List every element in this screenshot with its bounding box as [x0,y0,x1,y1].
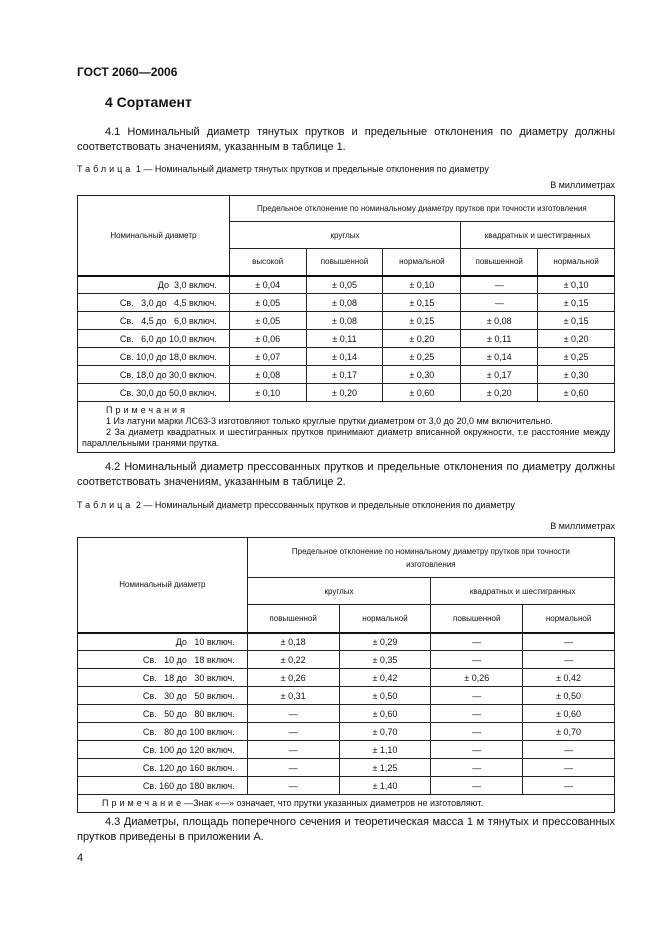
table-row [78,669,615,687]
header-precision: повышенной [431,605,523,633]
deviation-cell: ± 0,70 [339,723,431,741]
deviation-cell: — [431,705,523,723]
deviation-cell: — [431,687,523,705]
table-row [78,759,615,777]
caption-word: Таблица [77,164,134,174]
deviation-cell: ± 0,31 [247,687,339,705]
deviation-cell: ± 0,05 [229,294,306,312]
deviation-cell: ± 0,26 [247,669,339,687]
deviation-cell: ± 0,60 [523,705,615,723]
diameter-cell: Св. 50 до 80 включ. [78,705,248,723]
deviation-cell: ± 0,17 [306,366,383,384]
paragraph-4-3: 4.3 Диаметры, площадь поперечного сечения и теоретическая масса 1 м тянутых и прессованных прутков приведены в приложении А. [77,816,615,843]
deviation-cell: ± 1,10 [339,741,431,759]
diameter-cell: Св. 4,5 до 6,0 включ. [78,312,230,330]
deviation-cell: ± 0,25 [538,348,615,366]
deviation-cell: ± 0,50 [523,687,615,705]
deviation-cell: — [523,633,615,651]
table-row [78,294,615,312]
diameter-cell: Св. 30,0 до 50,0 включ. [78,384,230,402]
header-round: круглых [229,222,460,249]
note-2: 2 За диаметр квадратных и шестигранных прутков принимают диаметр вписанной окружности, т.е расстояние между параллельными гранями прутка. [82,427,610,448]
header-nominal-diameter: Номинальный диаметр [78,196,230,276]
deviation-cell: ± 0,20 [306,384,383,402]
deviation-cell: ± 0,42 [339,669,431,687]
header-precision: нормальной [538,249,615,276]
deviation-cell: ± 0,50 [339,687,431,705]
table-2 [77,537,615,813]
table-row [78,633,615,651]
deviation-cell: ± 0,08 [229,366,306,384]
deviation-cell: ± 0,06 [229,330,306,348]
deviation-cell: — [523,759,615,777]
diameter-cell: Св. 10 до 18 включ. [78,651,248,669]
header-precision: повышенной [306,249,383,276]
paragraph-4-1: 4.1 Номинальный диаметр тянутых прутков и предельные отклонения по диаметру должны соответствовать значениям, указанным в таблице 1. [77,126,615,153]
deviation-cell: ± 0,15 [538,294,615,312]
table-row [78,723,615,741]
deviation-cell: ± 1,25 [339,759,431,777]
deviation-cell: ± 0,10 [538,276,615,294]
deviation-cell: ± 0,10 [229,384,306,402]
header-deviation: Предельное отклонение по номинальному диаметру прутков при точности изготовления [247,538,614,578]
table-row [78,777,615,795]
diameter-cell: Св. 10,0 до 18,0 включ. [78,348,230,366]
diameter-cell: До 10 включ. [78,633,248,651]
table1-caption [77,164,489,174]
table2-unit: В миллиметрах [550,521,615,531]
deviation-cell: ± 0,08 [461,312,538,330]
deviation-cell: — [431,723,523,741]
deviation-cell: — [431,759,523,777]
deviation-cell: — [523,741,615,759]
page-number: 4 [77,852,84,864]
deviation-cell: ± 0,70 [523,723,615,741]
table1-unit: В миллиметрах [550,180,615,190]
deviation-cell: ± 0,22 [247,651,339,669]
document-header: ГОСТ 2060—2006 [77,65,178,79]
diameter-cell: Св. 18 до 30 включ. [78,669,248,687]
deviation-cell: — [461,294,538,312]
header-square: квадратных и шестигранных [461,222,615,249]
deviation-cell: ± 0,60 [339,705,431,723]
deviation-cell: ± 0,35 [339,651,431,669]
deviation-cell: ± 0,15 [383,294,461,312]
table2-caption [77,500,515,510]
deviation-cell: ± 0,30 [538,366,615,384]
table-row [78,366,615,384]
caption-text: 1 — Номинальный диаметр тянутых прутков и предельные отклонения по диаметру [135,164,489,174]
deviation-cell: ± 0,60 [383,384,461,402]
deviation-cell: ± 0,08 [306,312,383,330]
diameter-cell: Св. 30 до 50 включ. [78,687,248,705]
caption-word: Таблица [77,500,134,510]
deviation-cell: ± 0,04 [229,276,306,294]
deviation-cell: — [247,705,339,723]
deviation-cell: ± 0,60 [538,384,615,402]
table-row [78,705,615,723]
deviation-cell: — [431,741,523,759]
header-round: круглых [247,578,431,605]
deviation-cell: — [247,759,339,777]
deviation-cell: — [461,276,538,294]
deviation-cell: — [247,777,339,795]
deviation-cell: ± 0,15 [383,312,461,330]
diameter-cell: Св. 18,0 до 30,0 включ. [78,366,230,384]
header-precision: нормальной [339,605,431,633]
deviation-cell: ± 0,11 [306,330,383,348]
deviation-cell: — [247,741,339,759]
header-precision: высокой [229,249,306,276]
header-square: квадратных и шестигранных [431,578,615,605]
table-row [78,276,615,294]
deviation-cell: ± 0,26 [431,669,523,687]
note-1: 1 Из латуни марки ЛС63-3 изготовляют только круглые прутки диаметром от 3,0 до 20,0 мм включительно. [106,416,553,426]
caption-text: 2 — Номинальный диаметр прессованных прутков и предельные отклонения по диаметру [135,500,515,510]
table-row [78,384,615,402]
deviation-cell: — [431,633,523,651]
deviation-cell: — [523,777,615,795]
deviation-cell: ± 0,08 [306,294,383,312]
header-deviation: Предельное отклонение по номинальному диаметру прутков при точности изготовления [229,196,614,222]
deviation-cell: — [523,651,615,669]
deviation-cell: ± 0,10 [383,276,461,294]
deviation-cell: — [247,723,339,741]
deviation-cell: ± 0,14 [461,348,538,366]
diameter-cell: Св. 80 до 100 включ. [78,723,248,741]
header-precision: повышенной [461,249,538,276]
table2-note [78,795,615,813]
table-row [78,330,615,348]
diameter-cell: Св. 3,0 до 4,5 включ. [78,294,230,312]
table-row [78,741,615,759]
diameter-cell: Св. 120 до 160 включ. [78,759,248,777]
table-1 [77,195,615,453]
deviation-cell: ± 1,40 [339,777,431,795]
table1-notes [78,402,615,453]
note-text: —Знак «—» означает, что прутки указанных диаметров не изготовляют. [184,798,483,808]
diameter-cell: Св. 6,0 до 10,0 включ. [78,330,230,348]
deviation-cell: ± 0,14 [306,348,383,366]
header-nominal-diameter: Номинальный диаметр [78,538,248,633]
note-title: Примечание [102,798,185,808]
header-precision: повышенной [247,605,339,633]
deviation-cell: ± 0,17 [461,366,538,384]
diameter-cell: Св. 100 до 120 включ. [78,741,248,759]
table-row [78,651,615,669]
deviation-cell: ± 0,29 [339,633,431,651]
deviation-cell: ± 0,20 [538,330,615,348]
deviation-cell: — [431,651,523,669]
table-row [78,312,615,330]
deviation-cell: ± 0,15 [538,312,615,330]
deviation-cell: ± 0,05 [306,276,383,294]
deviation-cell: ± 0,05 [229,312,306,330]
table-row [78,687,615,705]
diameter-cell: Св. 160 до 180 включ. [78,777,248,795]
deviation-cell: ± 0,11 [461,330,538,348]
table-row [78,348,615,366]
deviation-cell: ± 0,20 [461,384,538,402]
deviation-cell: ± 0,18 [247,633,339,651]
deviation-cell: ± 0,30 [383,366,461,384]
deviation-cell: ± 0,07 [229,348,306,366]
header-precision: нормальной [523,605,615,633]
deviation-cell: ± 0,42 [523,669,615,687]
notes-title: Примечания [106,405,188,415]
paragraph-4-2: 4.2 Номинальный диаметр прессованных прутков и предельные отклонения по диаметру должны соответствовать значениям, указанным в таблице 2. [77,461,615,488]
section-title: 4 Сортамент [105,94,192,110]
header-precision: нормальной [383,249,461,276]
diameter-cell: До 3,0 включ. [78,276,230,294]
deviation-cell: ± 0,25 [383,348,461,366]
deviation-cell: — [431,777,523,795]
deviation-cell: ± 0,20 [383,330,461,348]
